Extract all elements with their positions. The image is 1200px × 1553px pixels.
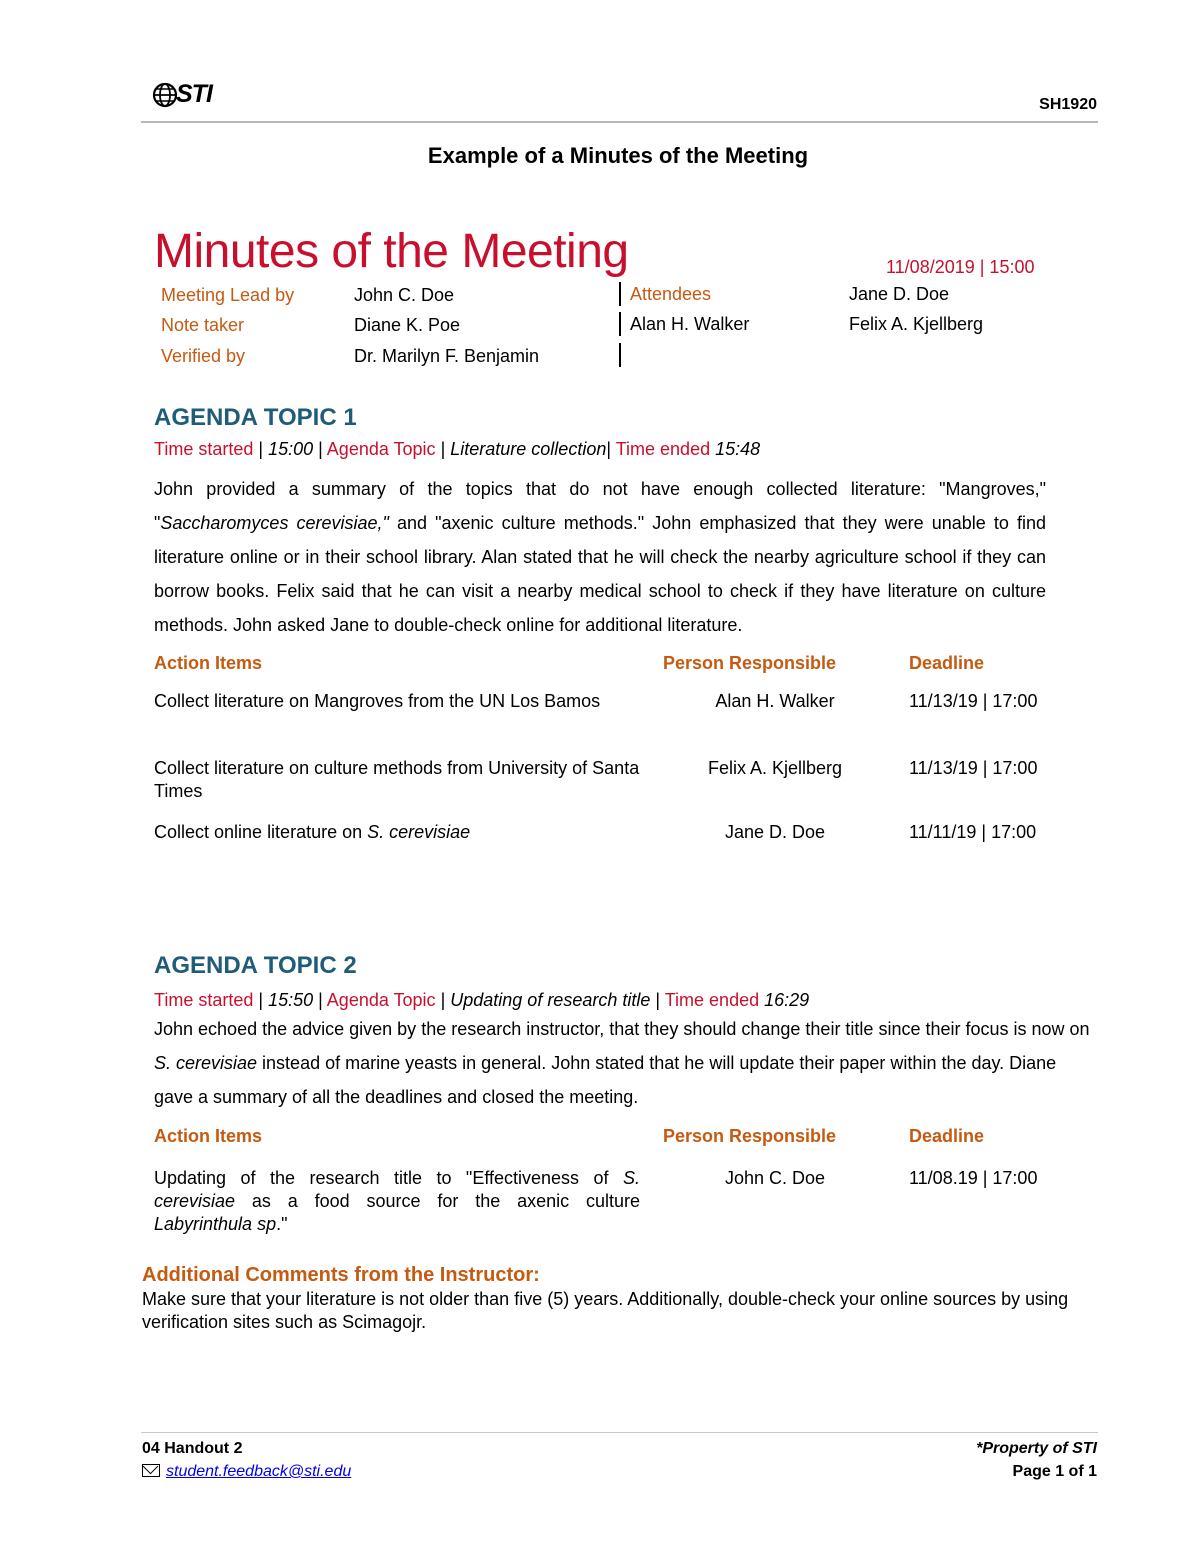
agenda-topic-2-heading: AGENDA TOPIC 2 bbox=[154, 952, 357, 979]
minutes-title: Minutes of the Meeting bbox=[154, 225, 629, 278]
attendee-name: Alan H. Walker bbox=[630, 314, 750, 334]
discussion-text: John echoed the advice given by the research instructor, that they should change their title since their focus is now on bbox=[154, 1019, 1090, 1039]
column-divider bbox=[619, 282, 621, 306]
person-responsible: Jane D. Doe bbox=[724, 822, 826, 842]
deadline: 11/08.19 | 17:00 bbox=[909, 1168, 1038, 1188]
time-started-label: Time started bbox=[154, 990, 254, 1010]
feedback-email-link[interactable]: student.feedback@sti.edu bbox=[166, 1463, 352, 1480]
species-name: Labyrinthula sp bbox=[154, 1214, 277, 1234]
deadline-header: Deadline bbox=[909, 653, 985, 673]
action-items-header: Action Items bbox=[154, 653, 263, 673]
deadline-header: Deadline bbox=[909, 1126, 985, 1146]
person-responsible-header: Person Responsible bbox=[663, 653, 837, 673]
species-name: S. cerevisiae bbox=[154, 1053, 258, 1073]
deadline: 11/11/19 | 17:00 bbox=[909, 822, 1037, 842]
action-text: Collect online literature on bbox=[154, 822, 368, 842]
handout-label: 04 Handout 2 bbox=[142, 1440, 243, 1457]
agenda-topic-1-discussion bbox=[154, 472, 1046, 642]
agenda-topic-label: Agenda Topic bbox=[326, 990, 436, 1010]
verified-by-value: Dr. Marilyn F. Benjamin bbox=[354, 346, 540, 366]
column-divider bbox=[619, 312, 621, 336]
note-taker-value: Diane K. Poe bbox=[354, 315, 461, 335]
discussion-text: John provided a summary of the topics that do not have enough collected literature: "Mangroves," " bbox=[154, 479, 1046, 533]
agenda-topic-1-meta: Time started | 15:00 | Agenda Topic | Literature collection| Time ended 15:48 bbox=[154, 439, 761, 459]
discussion-text: instead of marine yeasts in general. John stated that he will update their paper within the day. Diane gave a summary of all the deadlines and closed the meeting. bbox=[154, 1053, 1057, 1107]
person-responsible: John C. Doe bbox=[724, 1168, 826, 1188]
note-taker-label: Note taker bbox=[161, 315, 245, 335]
attendee-name: Felix A. Kjellberg bbox=[849, 314, 984, 334]
comments-text: Make sure that your literature is not older than five (5) years. Additionally, double-check your online sources by using verification sites such as Scimagojr. bbox=[142, 1289, 1069, 1332]
attendee-name: Jane D. Doe bbox=[849, 284, 950, 304]
time-ended-value: 15:48 bbox=[715, 439, 761, 459]
comments-heading: Additional Comments from the Instructor: bbox=[142, 1264, 540, 1286]
action-item bbox=[154, 821, 470, 844]
verified-by-label: Verified by bbox=[161, 346, 246, 366]
agenda-topic-value: Updating of research title bbox=[450, 990, 651, 1010]
time-started-value: 15:00 bbox=[268, 439, 314, 459]
species-name: S. cerevisiae bbox=[367, 822, 471, 842]
person-responsible-header: Person Responsible bbox=[663, 1126, 837, 1146]
agenda-topic-2-meta: Time started | 15:50 | Agenda Topic | Updating of research title | Time ended 16:29 bbox=[154, 990, 810, 1010]
action-text: Updating of the research title to "Effectiveness of bbox=[154, 1168, 623, 1188]
action-items-header: Action Items bbox=[154, 1126, 263, 1146]
deadline: 11/13/19 | 17:00 bbox=[909, 691, 1038, 711]
person-responsible: Felix A. Kjellberg bbox=[707, 758, 843, 778]
footer-email-row bbox=[142, 1463, 351, 1481]
agenda-topic-label: Agenda Topic bbox=[326, 439, 436, 459]
meeting-datetime: 11/08/2019 | 15:00 bbox=[886, 257, 1035, 277]
sti-logo bbox=[152, 80, 212, 109]
agenda-topic-2-discussion bbox=[154, 1012, 1094, 1114]
envelope-icon bbox=[142, 1464, 160, 1477]
logo-text: STI bbox=[176, 80, 212, 108]
column-divider bbox=[619, 343, 621, 367]
time-started-label: Time started bbox=[154, 439, 254, 459]
discussion-text: and "axenic culture methods." John emphasized that they were unable to find literature online or in their school library. Alan stated that he will check the nearby agriculture school if they can borrow books. Felix said that he can visit a nearby medical school to check if they have literature on culture methods. John asked Jane to double-check online for additional literature. bbox=[154, 513, 1047, 635]
header-divider bbox=[141, 121, 1098, 123]
globe-icon bbox=[152, 82, 178, 108]
action-item: Collect literature on culture methods from University of Santa Times bbox=[154, 758, 640, 801]
footer-divider bbox=[141, 1432, 1098, 1433]
meeting-lead-label: Meeting Lead by bbox=[161, 285, 295, 305]
agenda-topic-value: Literature collection bbox=[450, 439, 607, 459]
attendees-label: Attendees bbox=[630, 284, 712, 304]
time-ended-label: Time ended bbox=[615, 439, 711, 459]
page-number: Page 1 of 1 bbox=[1012, 1463, 1097, 1480]
action-item: Collect literature on Mangroves from the UN Los Bamos bbox=[154, 691, 601, 711]
agenda-topic-1-heading: AGENDA TOPIC 1 bbox=[154, 404, 357, 431]
meeting-lead-value: John C. Doe bbox=[354, 285, 455, 305]
person-responsible: Alan H. Walker bbox=[715, 691, 835, 711]
time-started-value: 15:50 bbox=[268, 990, 314, 1010]
property-label: *Property of STI bbox=[976, 1440, 1097, 1457]
action-text: as a food source for the axenic culture bbox=[235, 1191, 640, 1211]
deadline: 11/13/19 | 17:00 bbox=[909, 758, 1038, 778]
action-text: ." bbox=[276, 1214, 288, 1234]
document-heading: Example of a Minutes of the Meeting bbox=[427, 143, 809, 168]
document-code: SH1920 bbox=[1039, 96, 1097, 113]
action-item bbox=[154, 1167, 640, 1236]
time-ended-label: Time ended bbox=[664, 990, 760, 1010]
species-name: Saccharomyces cerevisiae," bbox=[160, 513, 389, 533]
time-ended-value: 16:29 bbox=[764, 990, 810, 1010]
species-name: S. cerevisiae bbox=[154, 1168, 640, 1211]
